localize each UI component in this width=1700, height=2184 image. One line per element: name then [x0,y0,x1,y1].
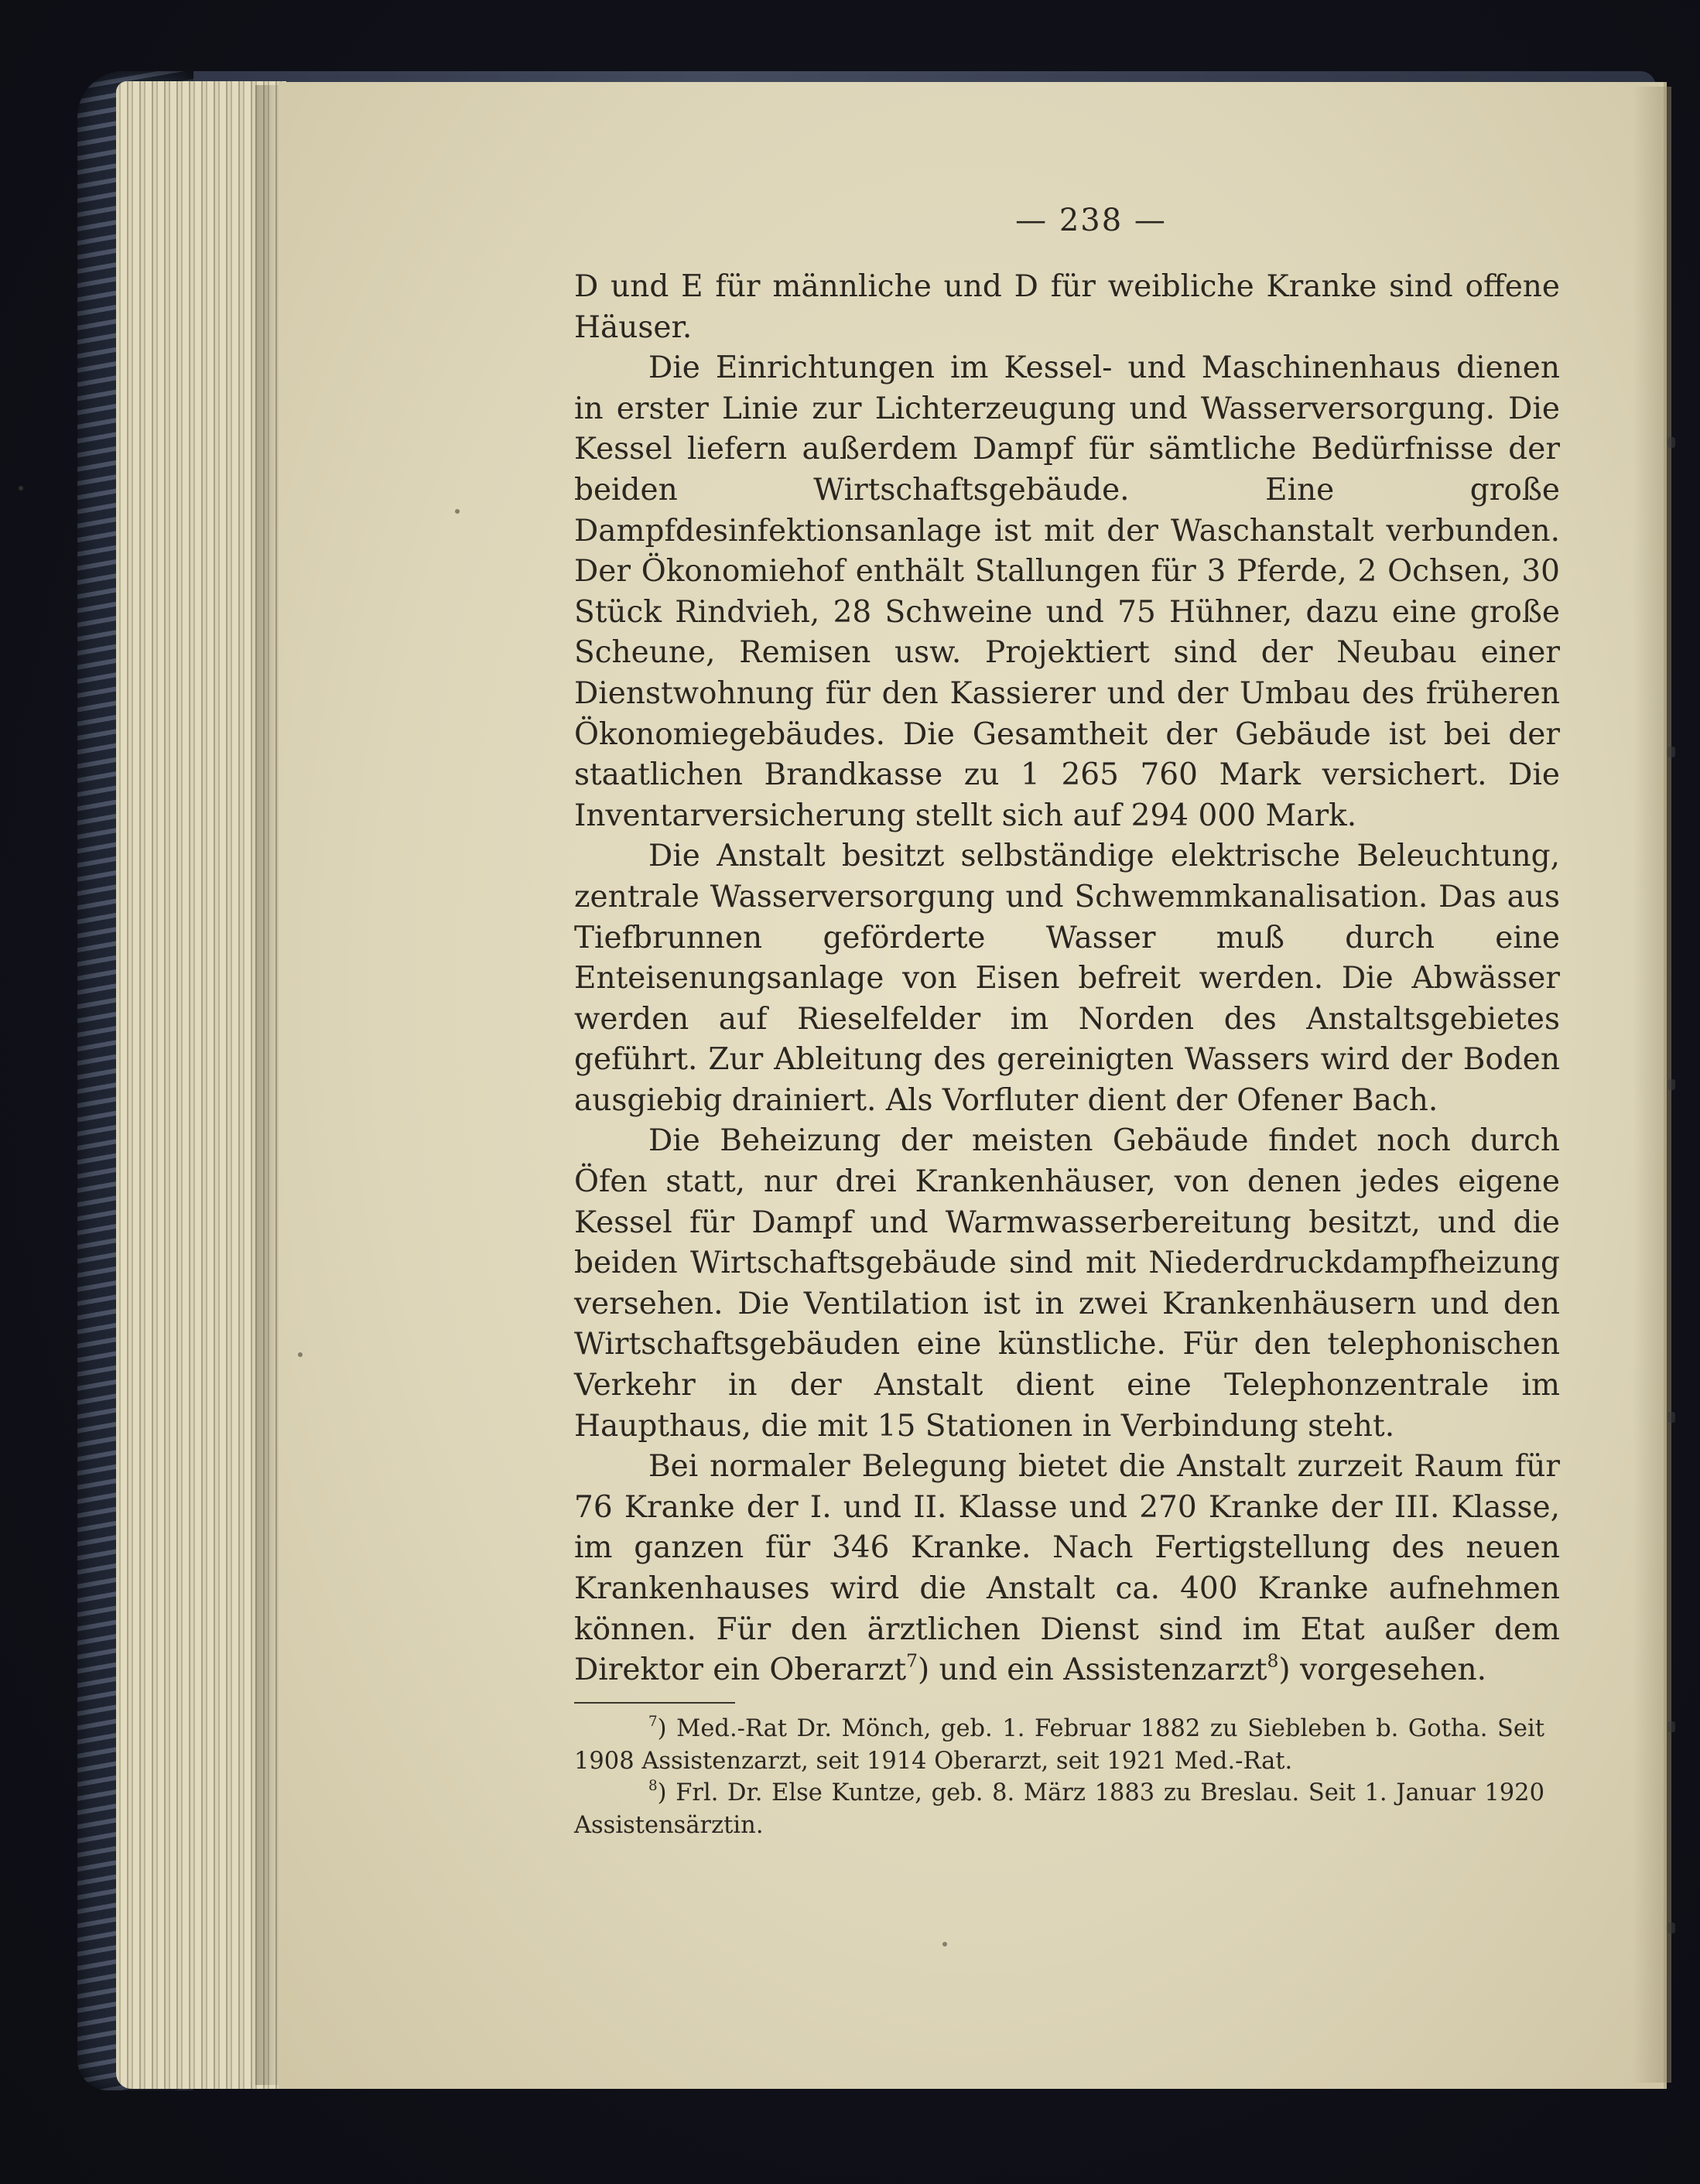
paper-speck [455,509,460,514]
paragraph-3: Die Anstalt besitzt selbständige elektrische Beleuchtung, zentrale Wasserversorgung und Schwemmkanalisation. Das aus Tiefbrunnen geförderte Wasser muß durch eine Enteisenungsanlage von Eisen befreit werden. Die Abwässer werden auf Rieselfelder im Norden des Anstaltsgebietes geführt. Zur Ableitung des gereinigten Wassers wird der Boden ausgiebig drainiert. Als Vorfluter dient der Ofener Bach. [574,839,1560,1118]
paragraph-1: D und E für männliche und D für weibliche Kranke sind offene Häuser. [574,269,1560,345]
page-edge-mark [1668,437,1675,448]
page-edge-mark [1668,1079,1675,1090]
paper-speck [298,1352,303,1357]
page-body [574,267,1560,1691]
footnote-separator [574,1702,735,1704]
footnote-7 [574,1713,1544,1777]
paper-speck [942,1942,947,1946]
page-edge-mark [1668,747,1675,757]
page-right-edge [1633,87,1671,2083]
paragraph-4: Die Beheizung der meisten Gebäude findet noch durch Öfen statt, nur drei Krankenhäuser, von denen jedes eigene Kessel für Dampf und Warmwasserbereitung besitzt, und die beiden Wirtschaftsgebäude sind mit Niederdruckdampfheizung versehen. Die Ventilation ist in zwei Krankenhäusern und den Wirtschaftsgebäuden eine künstliche. Für den telephonischen Verkehr in der Anstalt dient eine Telephonzentrale im Haupthaus, die mit 15 Stationen in Verbindung steht. [574,1123,1560,1444]
paragraph-5-text-b: ) und ein Assistenzarzt [918,1653,1267,1688]
footnote-mark-7: 7 [648,1714,658,1731]
scan-speck [19,486,23,490]
footnote-ref-8: 8 [1267,1649,1279,1672]
footnote-8-text: ) Frl. Dr. Else Kuntze, geb. 8. März 1883 zu Breslau. Seit 1. Januar 1920 Assistensärztin. [574,1779,1544,1839]
footnotes [574,1713,1544,1841]
page-edge-mark [1668,1412,1675,1423]
page-number: — 238 — [1015,203,1167,238]
footnote-mark-8: 8 [648,1778,658,1795]
paragraph-5 [574,1447,1560,1691]
page-edge-mark [1668,1721,1675,1732]
paragraph-5-text-c: ) vorgesehen. [1278,1653,1487,1688]
paragraph-5-text-a: Bei normaler Belegung bietet die Anstalt zurzeit Raum für 76 Kranke der I. und II. Klasse und 270 Kranke der III. Klasse, im ganzen für 346 Kranke. Nach Fertigstellung des neuen Krankenhauses wird die Anstalt ca. 400 Kranke aufnehmen können. Für den ärztlichen Dienst sind im Etat außer dem Direktor ein Oberarzt [574,1449,1560,1688]
paragraph-2: Die Einrichtungen im Kessel- und Maschinenhaus dienen in erster Linie zur Lichterzeugung und Wasserversorgung. Die Kessel liefern außerdem Dampf für sämtliche Bedürfnisse der beiden Wirtschaftsgebäude. Eine große Dampfdesinfektionsanlage ist mit der Waschanstalt verbunden. Der Ökonomiehof enthält Stallungen für 3 Pferde, 2 Ochsen, 30 Stück Rindvieh, 28 Schweine und 75 Hühner, dazu eine große Scheune, Remisen usw. Projektiert sind der Neubau einer Dienstwohnung für den Kassierer und der Umbau des früheren Ökonomiegebäudes. Die Gesamtheit der Gebäude ist bei der staatlichen Brandkasse zu 1 265 760 Mark versichert. Die Inventarversicherung stellt sich auf 294 000 Mark. [574,350,1560,833]
footnote-8 [574,1777,1544,1841]
page-edge-mark [1668,1923,1675,1933]
footnote-ref-7: 7 [906,1649,918,1672]
footnote-7-text: ) Med.-Rat Dr. Mönch, geb. 1. Februar 1882 zu Siebleben b. Gotha. Seit 1908 Assistenzarzt, seit 1914 Oberarzt, seit 1921 Med.-Rat. [574,1715,1544,1775]
